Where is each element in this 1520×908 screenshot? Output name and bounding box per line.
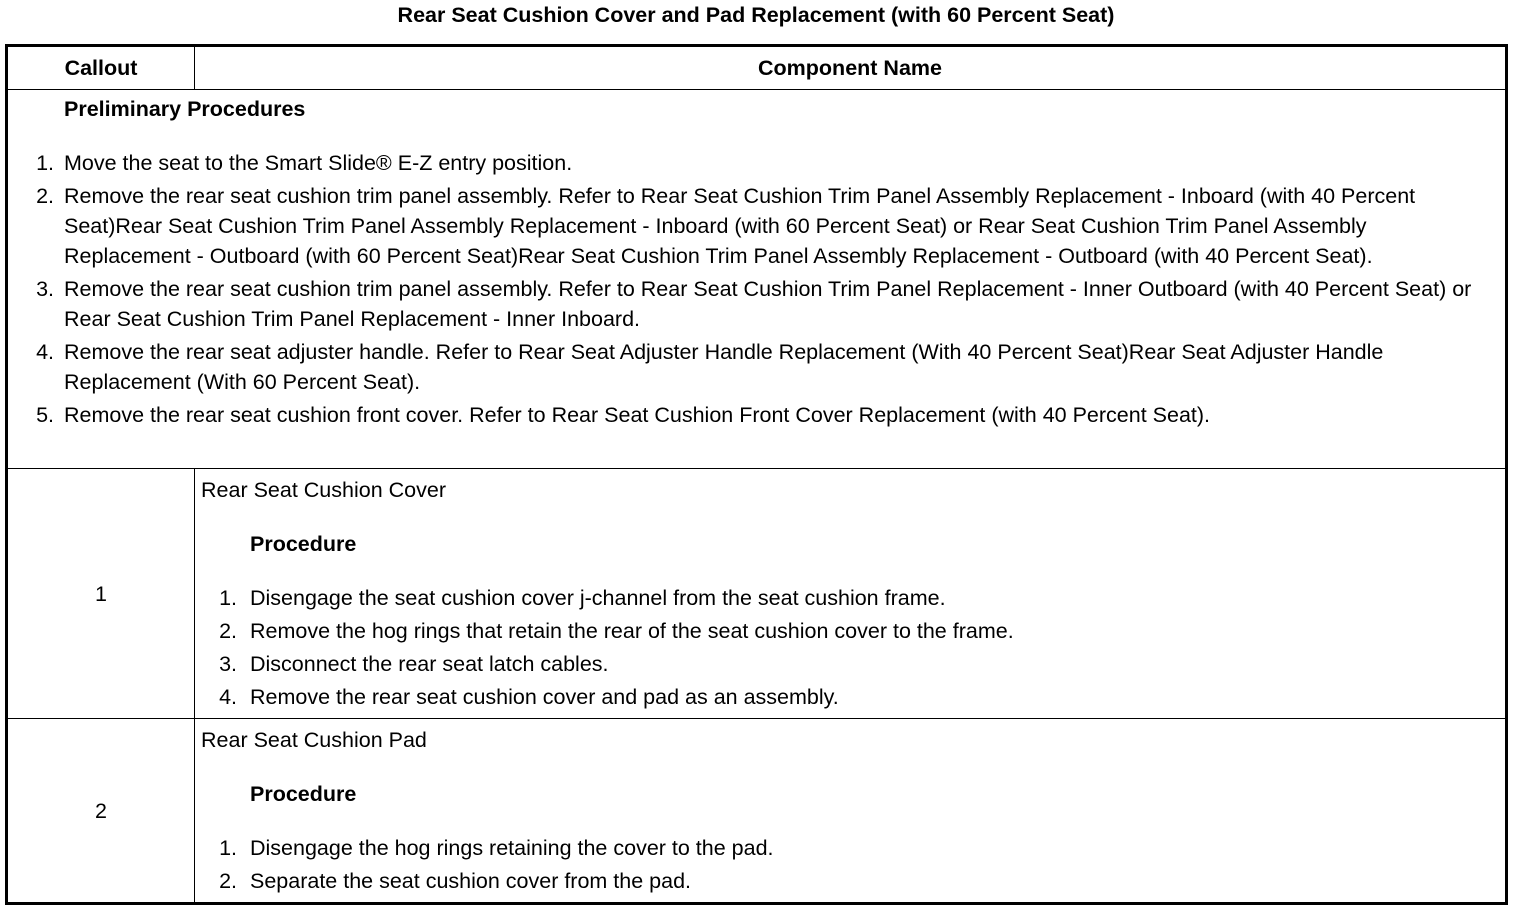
step-text: Disengage the hog rings retaining the cover to the pad. — [250, 836, 774, 860]
preliminary-step — [8, 274, 1505, 334]
preliminary-step — [8, 337, 1505, 397]
step-text: Disconnect the rear seat latch cables. — [250, 652, 609, 676]
step-number: 4. — [219, 685, 237, 709]
procedure-heading: Procedure — [250, 532, 357, 556]
component-name: Rear Seat Cushion Cover — [201, 478, 446, 502]
procedure-table — [5, 44, 1508, 905]
callout-cell: 2 — [7, 719, 195, 904]
step-number: 1. — [219, 586, 237, 610]
step-text: Remove the rear seat cushion trim panel assembly. Refer to Rear Seat Cushion Trim Panel Assembly Replacement - Inboard (with 40 Percent Seat)Rear Seat Cushion Trim Panel Assembly Replacement - Inboard (with 60 Percent Seat) or Rear Seat Cushion Trim Panel Assembly Replacement - Outboard (with 60 Percent Seat)Rear Seat Cushion Trim Panel Assembly Replacement - Outboard (with 40 Percent Seat). — [64, 184, 1416, 268]
step-number: 2. — [36, 184, 54, 208]
procedure-steps — [201, 833, 1505, 896]
procedure-step — [201, 616, 1505, 646]
table-header-row — [7, 46, 1507, 90]
step-text: Remove the rear seat adjuster handle. Refer to Rear Seat Adjuster Handle Replacement (With 40 Percent Seat)Rear Seat Adjuster Handle Replacement (With 60 Percent Seat). — [64, 340, 1384, 394]
component-cell — [195, 469, 1507, 719]
procedure-heading: Procedure — [250, 782, 357, 806]
component-cell — [195, 719, 1507, 904]
step-text: Separate the seat cushion cover from the pad. — [250, 869, 692, 893]
callout-header: Callout — [7, 46, 195, 90]
step-text: Remove the rear seat cushion front cover. Refer to Rear Seat Cushion Front Cover Replacement (with 40 Percent Seat). — [64, 403, 1211, 427]
step-text: Remove the hog rings that retain the rear of the seat cushion cover to the frame. — [250, 619, 1014, 643]
preliminary-step — [8, 181, 1505, 271]
preliminary-step — [8, 148, 1505, 178]
procedure-step — [201, 833, 1505, 863]
component-name: Rear Seat Cushion Pad — [201, 728, 427, 752]
procedure-steps — [201, 583, 1505, 712]
step-number: 5. — [36, 403, 54, 427]
preliminary-heading: Preliminary Procedures — [64, 97, 306, 121]
step-text: Remove the rear seat cushion trim panel assembly. Refer to Rear Seat Cushion Trim Panel Replacement - Inner Outboard (with 40 Percent Seat) or Rear Seat Cushion Trim Panel Replacement - Inner Inboard. — [64, 277, 1472, 331]
preliminary-row — [7, 90, 1507, 469]
procedure-step — [201, 682, 1505, 712]
preliminary-steps — [8, 148, 1505, 430]
document-title: Rear Seat Cushion Cover and Pad Replacement (with 60 Percent Seat) — [397, 3, 1115, 27]
step-text: Move the seat to the Smart Slide® E-Z entry position. — [64, 151, 573, 175]
preliminary-cell — [7, 90, 1507, 469]
procedure-step — [201, 649, 1505, 679]
step-number: 1. — [36, 151, 54, 175]
component-name-header: Component Name — [195, 46, 1507, 90]
procedure-step — [201, 583, 1505, 613]
step-number: 2. — [219, 619, 237, 643]
step-number: 4. — [36, 340, 54, 364]
step-text: Remove the rear seat cushion cover and pad as an assembly. — [250, 685, 839, 709]
step-number: 3. — [36, 277, 54, 301]
step-number: 3. — [219, 652, 237, 676]
step-number: 1. — [219, 836, 237, 860]
table-row — [7, 719, 1507, 904]
step-text: Disengage the seat cushion cover j-channel from the seat cushion frame. — [250, 586, 946, 610]
preliminary-step — [8, 400, 1505, 430]
callout-cell: 1 — [7, 469, 195, 719]
step-number: 2. — [219, 869, 237, 893]
procedure-step — [201, 866, 1505, 896]
table-row — [7, 469, 1507, 719]
